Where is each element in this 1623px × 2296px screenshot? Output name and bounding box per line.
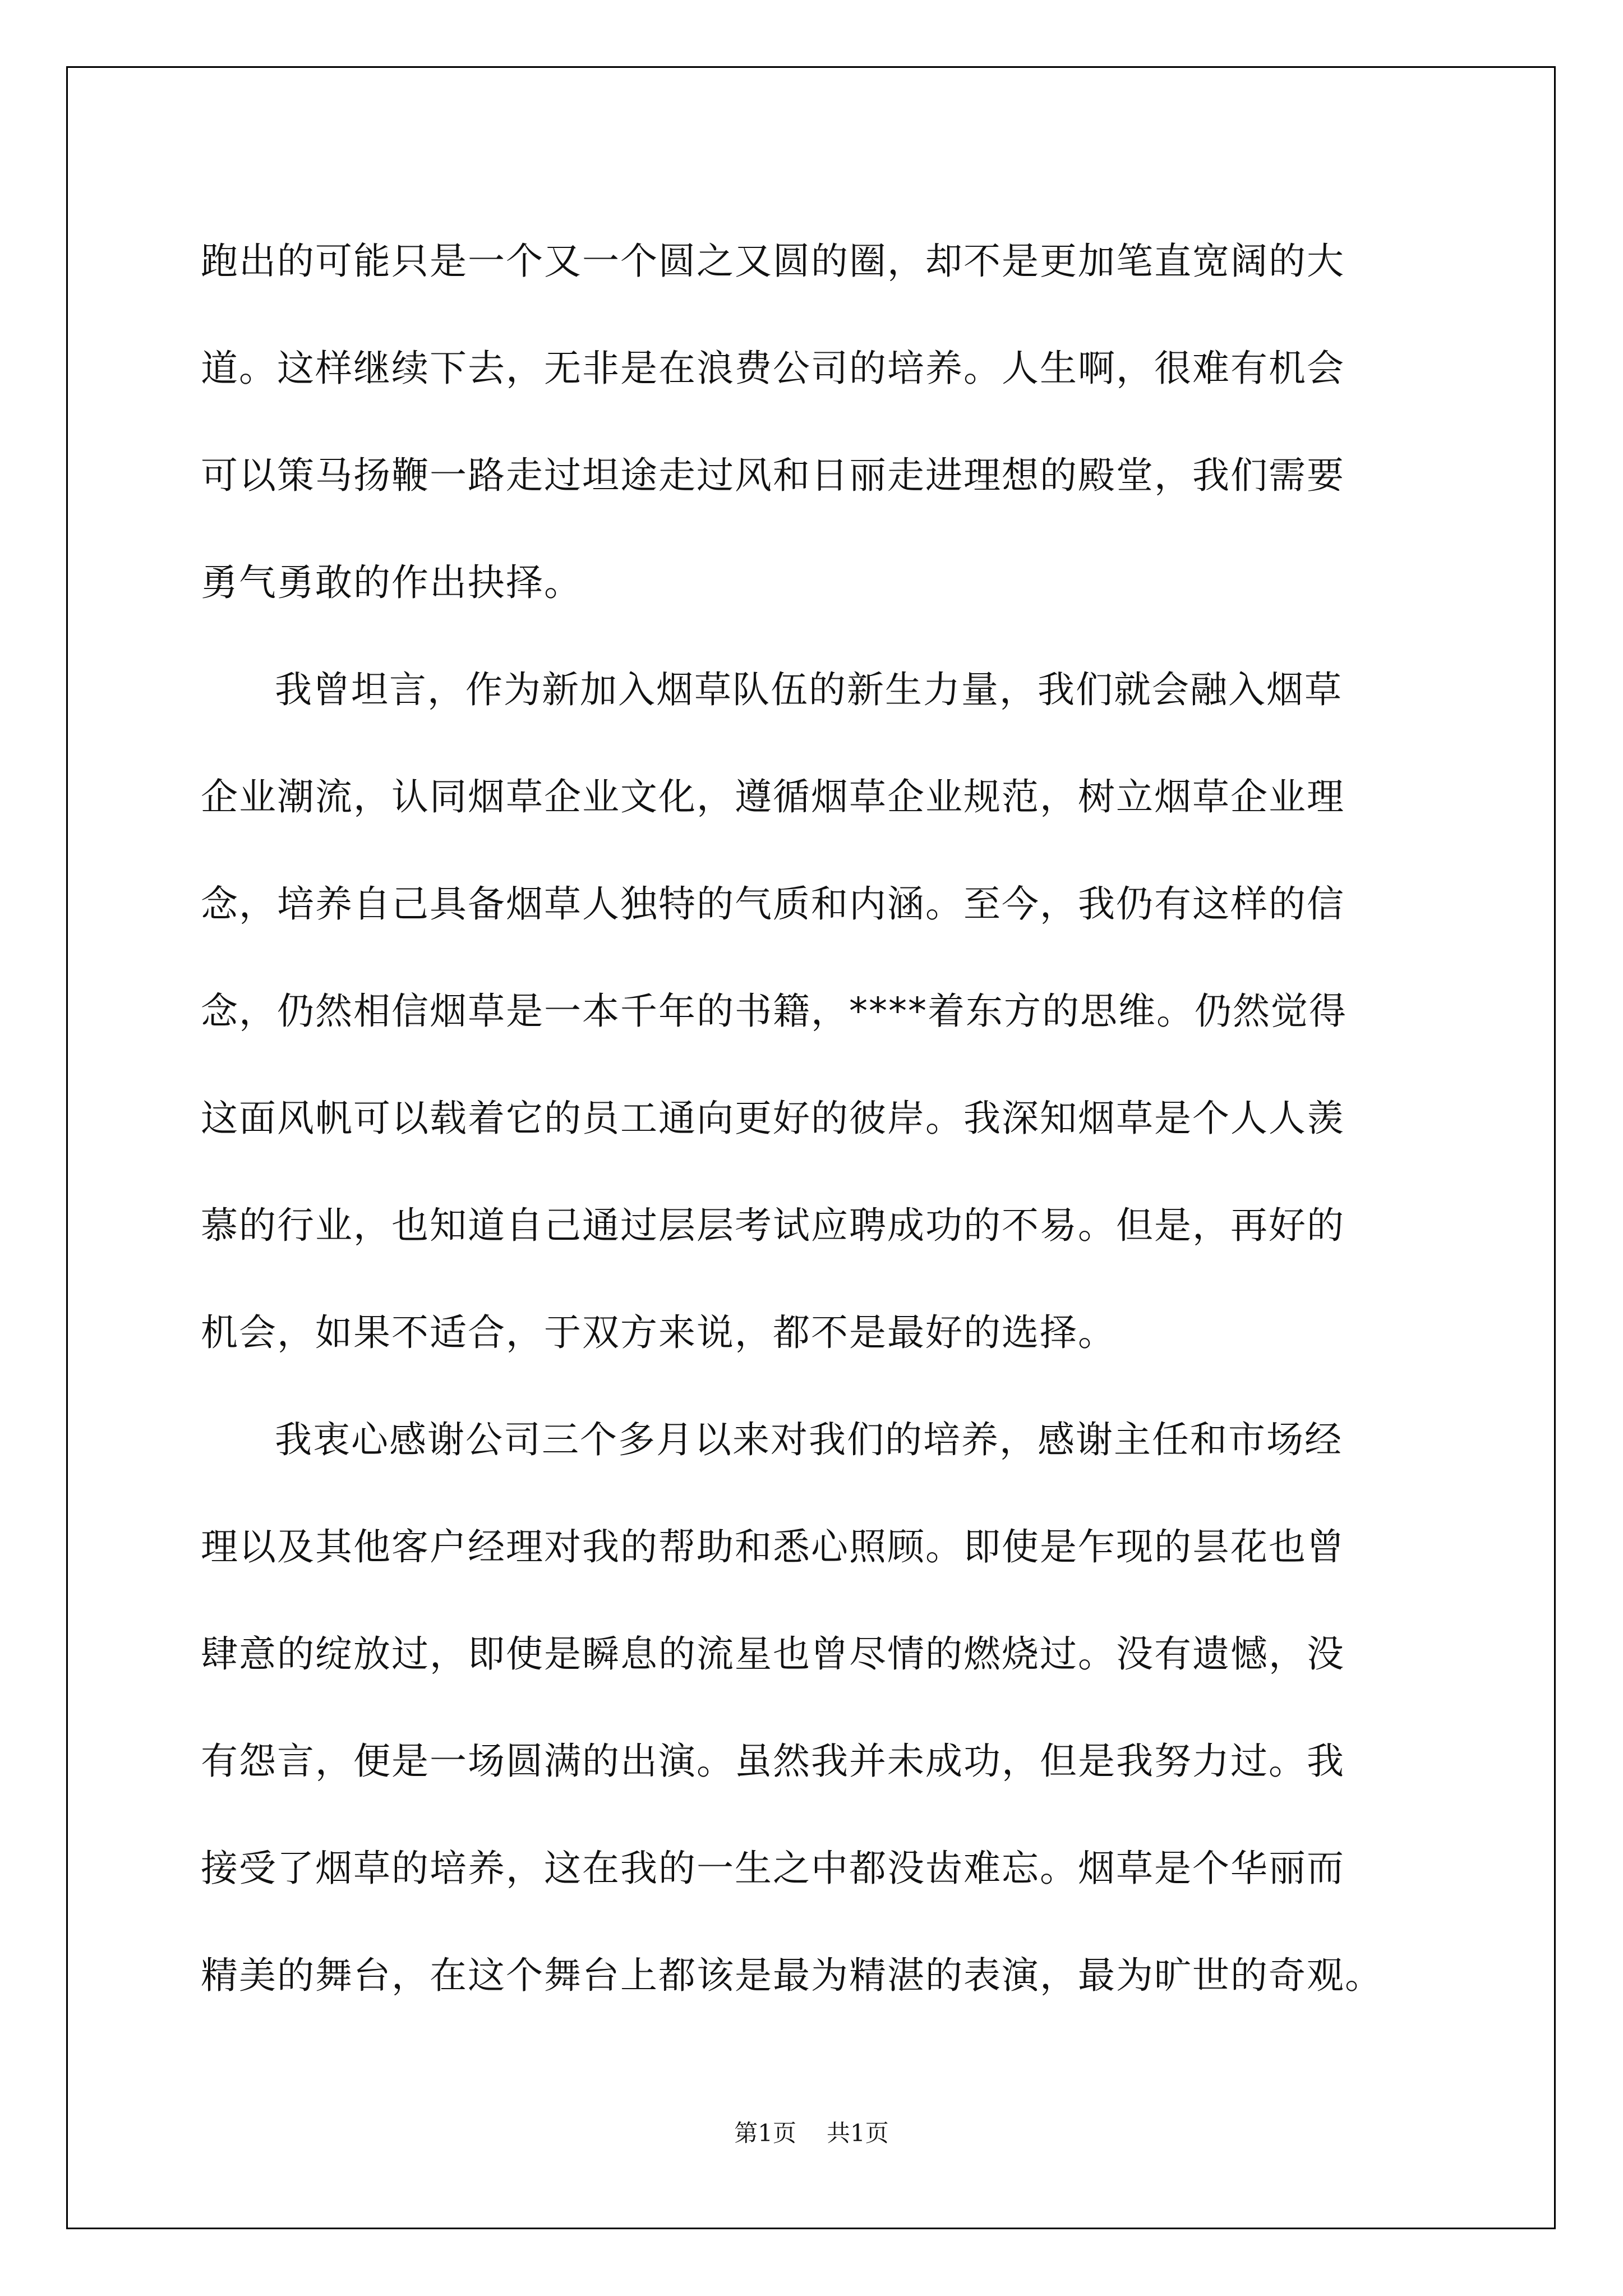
text-line: 精美的舞台，在这个舞台上都该是最为精湛的表演，最为旷世的奇观。	[201, 1954, 1383, 1997]
text-line: 我曾坦言，作为新加入烟草队伍的新生力量，我们就会融入烟草	[275, 668, 1343, 711]
text-line: 接受了烟草的培养，这在我的一生之中都没齿难忘。烟草是个华丽而	[201, 1847, 1345, 1890]
text-line: 念，仍然相信烟草是一本千年的书籍，****着东方的思维。仍然觉得	[201, 990, 1347, 1033]
text-line: 企业潮流，认同烟草企业文化，遵循烟草企业规范，树立烟草企业理	[201, 775, 1345, 818]
text-line: 理以及其他客户经理对我的帮助和悉心照顾。即使是乍现的昙花也曾	[201, 1525, 1345, 1568]
page-number: 第1页	[734, 2119, 796, 2147]
text-line: 跑出的可能只是一个又一个圆之又圆的圈，却不是更加笔直宽阔的大	[201, 240, 1345, 283]
text-line: 慕的行业，也知道自己通过层层考试应聘成功的不易。但是，再好的	[201, 1204, 1345, 1247]
text-line: 有怨言，便是一场圆满的出演。虽然我并未成功，但是我努力过。我	[201, 1740, 1345, 1783]
text-line: 念，培养自己具备烟草人独特的气质和内涵。至今，我仍有这样的信	[201, 882, 1345, 926]
text-line: 肆意的绽放过，即使是瞬息的流星也曾尽情的燃烧过。没有遗憾，没	[201, 1632, 1345, 1676]
text-line: 可以策马扬鞭一路走过坦途走过风和日丽走进理想的殿堂，我们需要	[201, 454, 1345, 497]
text-line: 勇气勇敢的作出抉择。	[201, 561, 582, 604]
page-total: 共1页	[827, 2119, 889, 2147]
text-line: 我衷心感谢公司三个多月以来对我们的培养，感谢主任和市场经	[275, 1418, 1343, 1461]
document-body	[201, 208, 1429, 2029]
page-footer	[0, 2115, 1623, 2148]
text-line: 道。这样继续下去，无非是在浪费公司的培养。人生啊，很难有机会	[201, 347, 1345, 390]
text-line: 这面风帆可以载着它的员工通向更好的彼岸。我深知烟草是个人人羡	[201, 1097, 1345, 1140]
text-line: 机会，如果不适合，于双方来说，都不是最好的选择。	[201, 1311, 1116, 1354]
